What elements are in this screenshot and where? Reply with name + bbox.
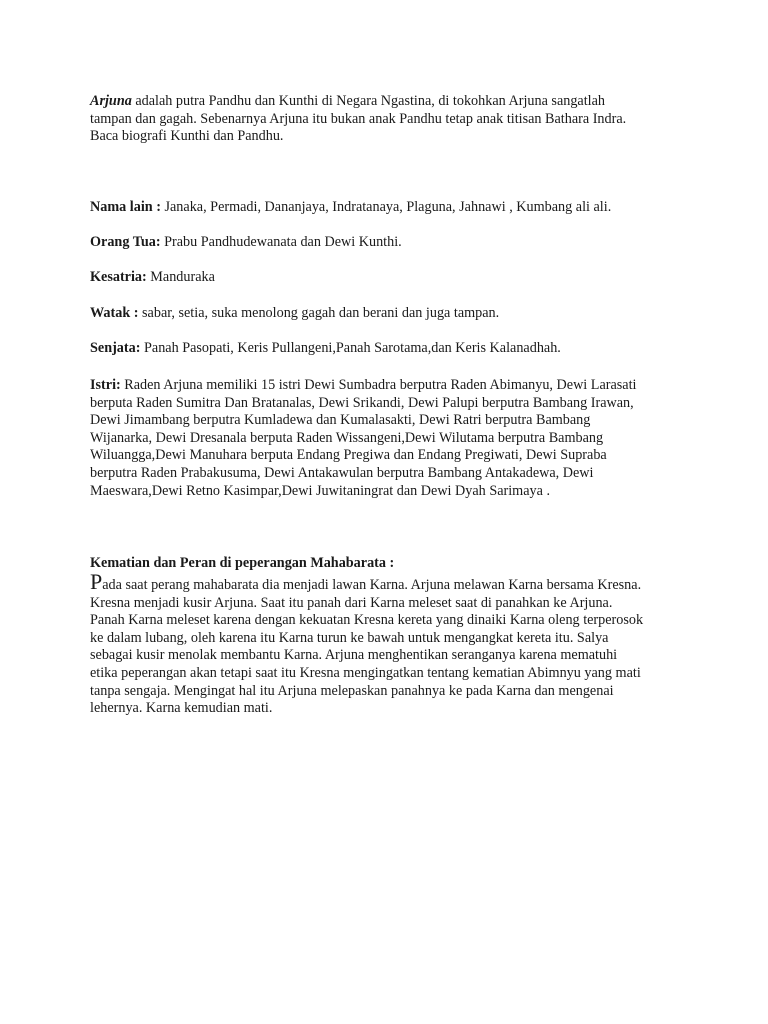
section-line-7: tanpa sengaja. Mengingat hal itu Arjuna melepaskan panahnya ke pada Karna dan mengenai (90, 682, 614, 699)
section-line-2: Kresna menjadi kusir Arjuna. Saat itu panah dari Karna meleset saat di panahkan ke Arjuna. (90, 594, 613, 611)
section-line-8: lehernya. Karna kemudian mati. (90, 700, 273, 717)
intro-line-2: tampan dan gagah. Sebenarnya Arjuna itu bukan anak Pandhu tetap anak titisan Bathara Indra. (90, 110, 627, 127)
istri-line-4: Wijanarka, Dewi Dresanala berputa Raden Wissangeni,Dewi Wilutama berputra Bambang (90, 429, 604, 446)
section-line-5: sebagai kusir menolak membantu Karna. Arjuna menghentikan seranganya karena mematuhi (90, 647, 618, 664)
field-nama-lain (90, 199, 611, 217)
field-value: sabar, setia, suka menolong gagah dan berani dan juga tampan. (138, 305, 500, 321)
field-value: Manduraka (146, 269, 215, 285)
field-label: Orang Tua: (90, 234, 161, 250)
field-label: Watak : (90, 305, 139, 321)
field-istri (90, 377, 690, 500)
field-value: Janaka, Permadi, Dananjaya, Indratanaya, Plaguna, Jahnawi , Kumbang ali ali. (160, 199, 612, 215)
field-value: Panah Pasopati, Keris Pullangeni,Panah Sarotama,dan Keris Kalanadhah. (140, 340, 561, 356)
field-label: Senjata: (90, 340, 141, 356)
section-paragraph (90, 569, 690, 718)
istri-line-5: Wiluangga,Dewi Manuhara berputa Endang Pregiwa dan Endang Pregiwati, Dewi Supraba (90, 447, 607, 464)
istri-line-1 (90, 377, 690, 395)
section-line-6: etika peperangan akan tetapi saat itu Kresna mengingatkan tentang kematian Abimnyu yang mati (90, 664, 641, 681)
field-kesatria (90, 269, 215, 287)
intro-line-1 (90, 93, 690, 111)
intro-paragraph (90, 93, 690, 146)
istri-line-6: berputra Raden Prabakusuma, Dewi Antakawulan berputra Bambang Antakadewa, Dewi (90, 464, 594, 481)
document-page (90, 93, 690, 717)
intro-line-3: Baca biografi Kunthi dan Pandhu. (90, 128, 284, 145)
field-watak (90, 305, 499, 323)
field-senjata (90, 340, 561, 358)
intro-text: adalah putra Pandhu dan Kunthi di Negara Ngastina, di tokohkan Arjuna sangatlah (131, 93, 606, 109)
section-line-4: ke dalam lubang, oleh karena itu Karna turun ke bawah untuk mengangkat kereta itu. Salya (90, 629, 609, 646)
field-value: Prabu Pandhudewanata dan Dewi Kunthi. (160, 234, 402, 250)
field-label: Istri: (90, 377, 121, 393)
drop-cap: P (90, 569, 103, 594)
section-heading: Kematian dan Peran di peperangan Mahabarata : (90, 555, 395, 571)
field-label: Nama lain : (90, 199, 161, 215)
field-label: Kesatria: (90, 269, 147, 285)
section-line-1 (90, 569, 690, 595)
subject-name: Arjuna (90, 93, 132, 109)
section-text: ada saat perang mahabarata dia menjadi lawan Karna. Arjuna melawan Karna bersama Kresna. (102, 577, 642, 593)
field-orang-tua (90, 234, 402, 252)
section-line-3: Panah Karna meleset karena dengan kekuatan Kresna kereta yang dinaiki Karna oleng terperosok (90, 612, 644, 629)
istri-line-3: Dewi Jimambang berputra Kumladewa dan Kumalasakti, Dewi Ratri berputra Bambang (90, 412, 591, 429)
istri-line-2: berputa Raden Sumitra Dan Bratanalas, Dewi Srikandi, Dewi Palupi berputra Bambang Irawan, (90, 394, 634, 411)
field-value: Raden Arjuna memiliki 15 istri Dewi Sumbadra berputra Raden Abimanyu, Dewi Larasati (120, 377, 637, 393)
istri-line-7: Maeswara,Dewi Retno Kasimpar,Dewi Juwitaningrat dan Dewi Dyah Sarimaya . (90, 482, 550, 499)
